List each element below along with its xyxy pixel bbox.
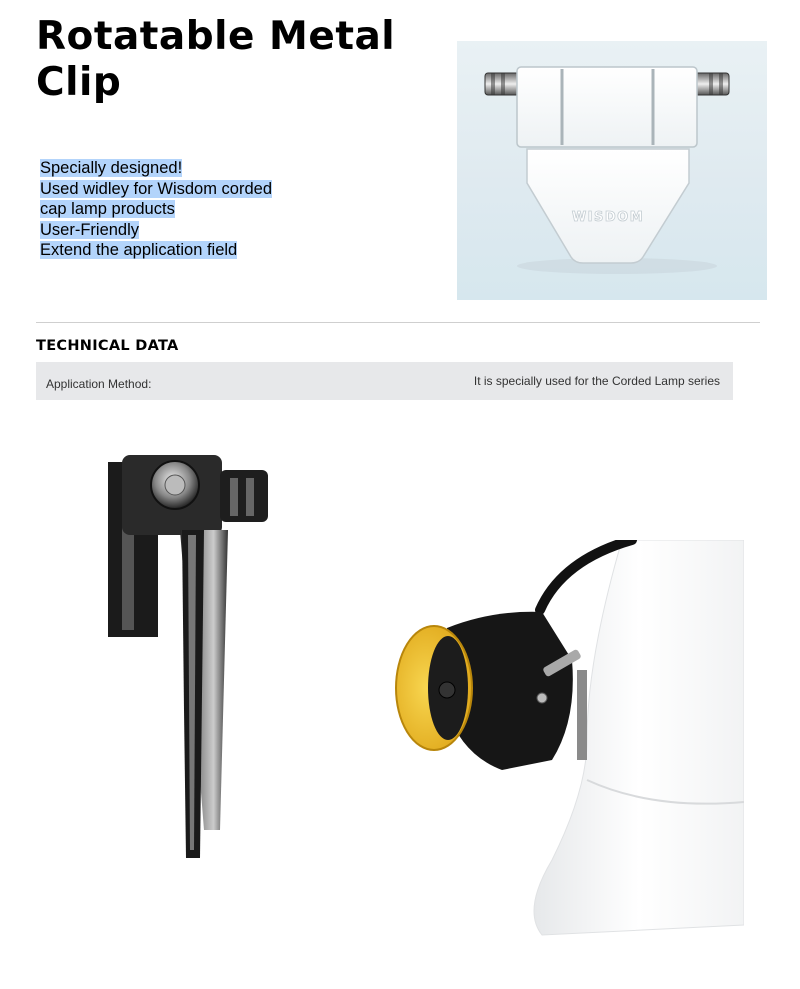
spec-row-application-method: [36, 362, 733, 400]
clip-product-photo: [457, 41, 767, 300]
helmet-with-cap-lamp-photo: [392, 540, 744, 947]
technical-data-heading: TECHNICAL DATA: [36, 338, 179, 354]
section-divider: [36, 322, 760, 323]
metal-clip-photo: [100, 450, 275, 865]
feature-list: [40, 158, 285, 261]
feature-item: Extend the application field: [40, 241, 238, 259]
feature-item: Specially designed!: [40, 159, 183, 177]
feature-item: User-Friendly: [40, 220, 140, 239]
spec-value: It is specially used for the Corded Lamp series: [473, 374, 720, 388]
wisdom-logo: WISDOM: [571, 210, 645, 225]
product-title: Rotatable Metal Clip: [36, 14, 396, 105]
feature-item: Used widley for Wisdom corded cap lamp products: [40, 179, 272, 218]
spec-label: Application Method:: [46, 377, 152, 391]
